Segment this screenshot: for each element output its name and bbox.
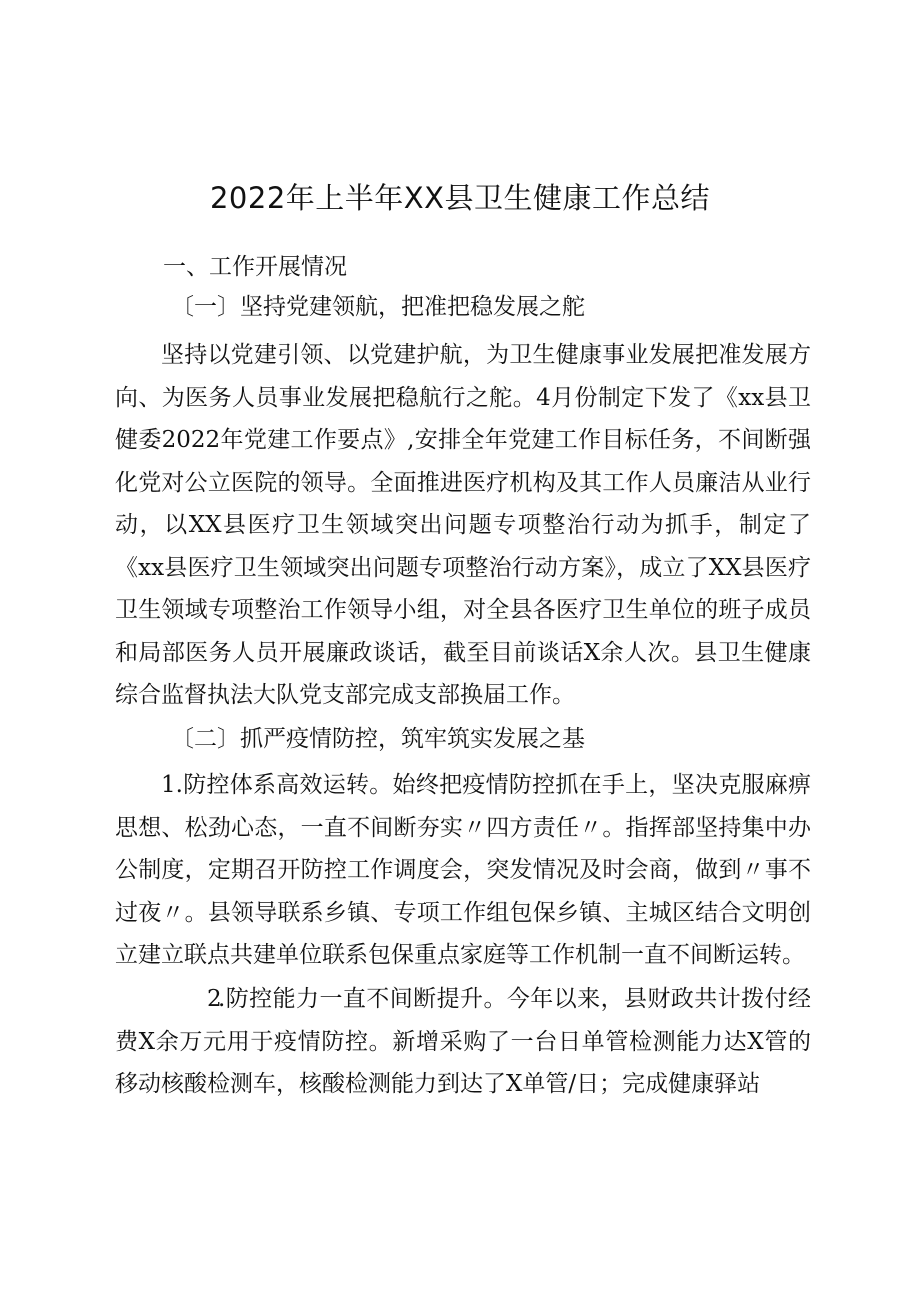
list-item-number: 2 xyxy=(207,986,222,1012)
document-title: 2022年上半年XX县卫生健康工作总结 xyxy=(209,181,711,215)
paragraph-control-capacity xyxy=(115,978,811,1106)
paragraph-party-leadership: 坚持以党建引领、以党建护航，为卫生健康事业发展把准发展方向、为医务人员事业发展把稳航行之舵。4月份制定下发了《xx县卫健委2022年党建工作要点》,安排全年党建工作目标任务，不间断强化党对公立医院的领导。全面推进医疗机构及其工作人员廉洁从业行动，以XX县医疗卫生领域突出问题专项整治行动为抓手，制定了《xx县医疗卫生领域突出问题专项整治行动方案》，成立了XX县医疗卫生领域专项整治工作领导小组，对全县各医疗卫生单位的班子成员和局部医务人员开展廉政谈话，截至目前谈话X余人次。县卫生健康综合监督执法大队党支部完成支部换届工作。 xyxy=(115,342,811,708)
subsection-heading-party-leadership: 〔一〕坚持党建领航，把准把稳发展之舵 xyxy=(171,294,585,320)
list-item-text: .防控能力一直不间断提升。今年以来，县财政共计拨付经费X余万元用于疫情防控。新增采购了一台日单管检测能力达X管的移动核酸检测车，核酸检测能力到达了X单管/日；完成健康驿站 xyxy=(115,986,811,1097)
section-heading-work-status: 一、工作开展情况 xyxy=(163,254,347,280)
subsection-heading-epidemic-control: 〔二〕抓严疫情防控，筑牢筑实发展之基 xyxy=(171,726,585,752)
paragraph-control-system: 1.防控体系高效运转。始终把疫情防控抓在手上，坚决克服麻痹思想、松劲心态，一直不间断夯实〃四方责任〃。指挥部坚持集中办公制度，定期召开防控工作调度会，突发情况及时会商，做到〃事不过夜〃。县领导联系乡镇、专项工作组包保乡镇、主城区结合文明创立建立联点共建单位联系包保重点家庭等工作机制一直不间断运转。 xyxy=(115,772,811,968)
